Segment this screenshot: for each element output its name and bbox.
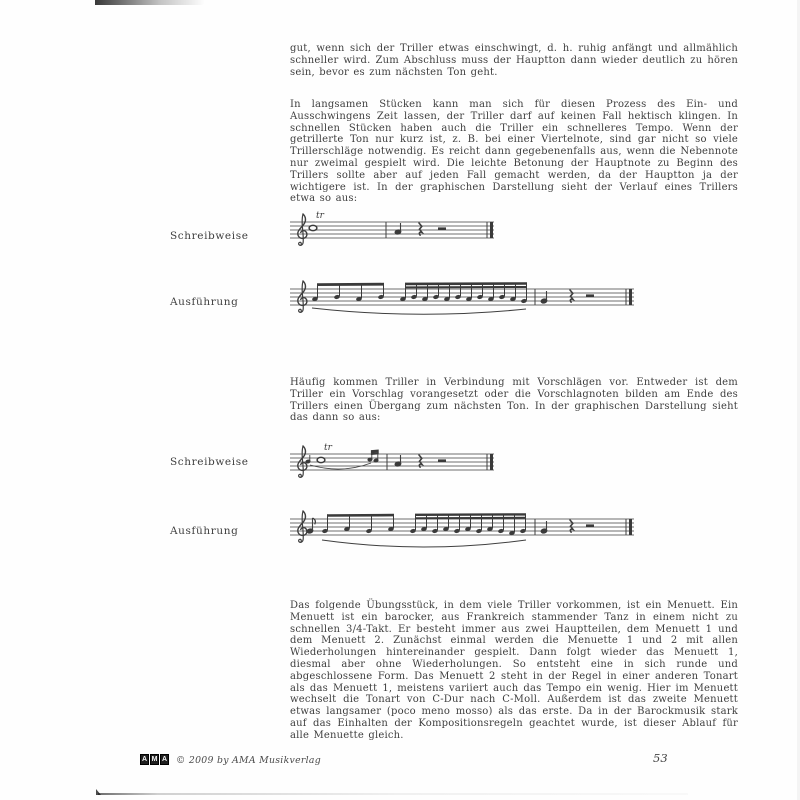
final-barline-thick (490, 222, 493, 238)
scan-artifact-bottom-corner (96, 789, 101, 795)
paragraph-4: Das folgende Übungsstück, in dem viele Triller vorkommen, ist ein Menuett. Ein Menuett ist ein barocker, aus Frankreich stammender Tanz in einem nicht zu schnellen 3/4-Takt. Er besteht immer aus zwei Hauptteilen, dem Menuett 1 und dem Menuett 2. Zunächst einmal werden die Menuette 1 und 2 mit allen Wiederholungen hintereinander gespielt. Dann folgt wieder das Menuett 1, diesmal aber ohne Wiederholungen. So entsteht eine in sich runde und abgeschlossene Form. Das Menuett 2 steht in der Regel in einer anderen Tonart als das Menuett 1, meistens variiert auch das Tempo ein wenig. Hier im Menuett wechselt die Tonart von C-Dur nach C-Moll. Außerdem ist das zweite Menuett etwas langsamer (poco meno mosso) als das erste. Da in der Barockmusik stark auf das Einhalten der Kompositionsregeln geachtet wurde, ist dieser Ablauf für alle Menuette gleich. (290, 600, 738, 741)
sixteenth-beam-2 (405, 286, 527, 288)
notation-label-1: Schreibweise (170, 230, 249, 242)
logo-letter: A (141, 756, 148, 763)
logo-letter: M (151, 756, 158, 763)
half-rest (438, 227, 446, 230)
half-rest (586, 294, 594, 297)
eighth-beam (327, 514, 394, 517)
paragraph-2: In langsamen Stücken kann man sich für diesen Prozess des Ein- und Ausschwingens Zeit lassen, der Triller darf auf keinen Fall hektisch klingen. In schnellen Stücken haben auch die Triller ein schnelleres Tempo. Wenn der getrillerte Ton nur kurz ist, z. B. bei einer Viertelnote, sind gar nicht so viele Trillerschläge notwendig. Es reicht dann gegebenenfalls aus, wenn die Nebennote nur zweimal gespielt wird. Die leichte Betonung der Hauptnote zu Beginn des Trillers sollte aber auf jeden Fall gemacht werden, da der Hauptton ja der wichtigere ist. In der graphischen Darstellung sieht der Verlauf eines Trillers etwa so aus: (290, 99, 738, 205)
staff-execution-2 (288, 505, 638, 563)
final-barline-thick (629, 519, 632, 535)
trill-note-heads (312, 294, 528, 303)
final-barline-thick (629, 289, 632, 305)
paragraph-1: gut, wenn sich der Triller etwas einschwingt, d. h. ruhig anfängt und allmählich schneller wird. Zum Abschluss muss der Hauptton dann wieder deutlich zu hören sein, bevor es zum nächsten Ton geht. (290, 43, 738, 78)
quarter-note (395, 455, 402, 467)
scan-artifact-bottom-edge (98, 793, 688, 795)
slur (312, 308, 526, 314)
whole-note (317, 457, 325, 462)
staff-notation-2 (288, 440, 496, 492)
execution-label-1: Ausführung (170, 296, 239, 308)
slur (322, 540, 526, 547)
sixteenth-beam-1 (415, 513, 526, 516)
logo-letter: A (161, 756, 168, 763)
paragraph-3: Häufig kommen Triller in Verbindung mit Vorschlägen vor. Entweder ist dem Triller ein Vorschlag vorangesetzt oder die Vorschlagnoten bilden am Ende des Trillers einen Übergang zum nächsten Ton. In der graphischen Darstellung sieht das dann so aus: (290, 377, 738, 424)
page-number: 53 (653, 751, 668, 765)
sixteenth-beam-2 (415, 517, 526, 519)
grace-note-pair (368, 450, 379, 462)
quarter-note (395, 223, 402, 235)
notation-label-2: Schreibweise (170, 456, 249, 468)
eighth-beam (317, 283, 384, 286)
trill-mark: tr (324, 443, 332, 453)
grace-note (306, 455, 311, 463)
final-barline-thick (490, 454, 493, 470)
half-rest (586, 524, 594, 527)
sixteenth-beam-1 (405, 282, 527, 285)
staff-notation-1 (288, 208, 496, 258)
execution-label-2: Ausführung (170, 525, 239, 537)
staff-execution-1 (288, 275, 638, 333)
scan-artifact-top (95, 0, 205, 5)
whole-note (309, 225, 317, 230)
copyright-text: © 2009 by AMA Musikverlag (176, 755, 321, 766)
publisher-logo (140, 754, 169, 765)
half-rest (438, 459, 446, 462)
trill-mark: tr (316, 211, 324, 221)
pickup-eighth-note (307, 518, 316, 534)
